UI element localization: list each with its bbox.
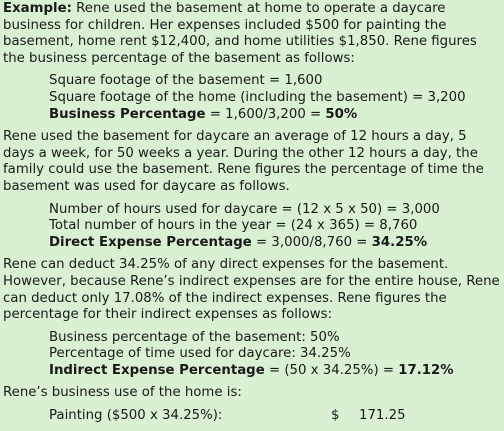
business-percentage-label: Business Percentage [49, 106, 206, 122]
direct-percentage-block [3, 202, 501, 252]
business-percentage-equation: = 1,600/3,200 = [205, 106, 326, 122]
total-hours-line: Total number of hours in the year = (24 x 365) = 8,760 [49, 218, 418, 234]
intro-paragraph [3, 1, 501, 67]
indirect-percentage-label: Indirect Expense Percentage [49, 362, 265, 378]
example-label: Example: [3, 1, 72, 16]
time-paragraph: Rene used the basement for daycare an average of 12 hours a day, 5 days a week, for 50 weeks a year. During the other 12 hours a day, the family could use the basement. Rene figures the percentage of time the basement was used for daycare as follows. [3, 129, 484, 194]
direct-percentage-line [49, 235, 501, 252]
business-use-table [3, 408, 501, 425]
business-percentage-line [49, 107, 501, 124]
home-sqft-line: Square footage of the home (including the basement) = 3,200 [49, 89, 466, 105]
daycare-hours-line: Number of hours used for daycare = (12 x 5 x 50) = 3,000 [49, 201, 440, 217]
time-daycare-pct-line: Percentage of time used for daycare: 34.25% [49, 346, 351, 362]
painting-amount: 171.25 [359, 408, 406, 424]
painting-row [49, 408, 501, 425]
deduct-paragraph: Rene can deduct 34.25% of any direct expenses for the basement. However, because Rene’s indirect expenses are for the entire house, Rene can deduct only 17.08% of the indirect expenses. Rene figures the percentage for their indirect expenses as follows: [3, 257, 500, 323]
basement-business-pct-line: Business percentage of the basement: 50% [49, 329, 340, 345]
direct-percentage-equation: = 3,000/8,760 = [251, 234, 372, 250]
painting-currency: $ [331, 408, 340, 424]
business-percentage-value: 50% [325, 106, 358, 122]
business-use-intro: Rene’s business use of the home is: [3, 385, 242, 401]
business-percentage-block [3, 73, 501, 123]
painting-label: Painting ($500 x 34.25%): [49, 408, 223, 424]
indirect-percentage-block [3, 330, 501, 380]
intro-text: Rene used the basement at home to operate a daycare business for children. Her expenses included $500 for painting the basement, home rent $12,400, and home utilities $1,850. Rene figures the business percentage of the basement as follows: [3, 1, 477, 66]
direct-percentage-label: Direct Expense Percentage [49, 234, 252, 250]
indirect-percentage-equation: = (50 x 34.25%) = [264, 362, 399, 378]
basement-sqft-line: Square footage of the basement = 1,600 [49, 73, 323, 89]
indirect-percentage-value: 17.12% [398, 362, 454, 378]
indirect-percentage-line [49, 363, 501, 380]
direct-percentage-value: 34.25% [371, 234, 428, 250]
